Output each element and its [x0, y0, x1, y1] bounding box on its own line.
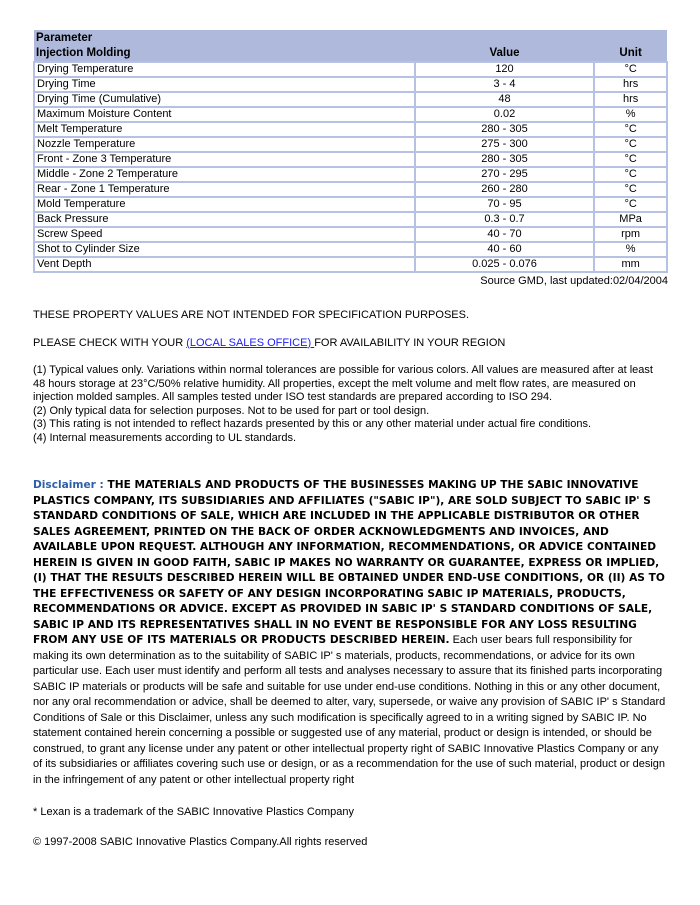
table-row — [34, 242, 667, 257]
parameter-cell: Maximum Moisture Content — [34, 107, 415, 122]
value-cell: 280 - 305 — [415, 152, 594, 167]
disclaimer — [33, 478, 668, 788]
table-row — [34, 62, 667, 77]
value-cell: 270 - 295 — [415, 167, 594, 182]
value-cell: 280 - 305 — [415, 122, 594, 137]
unit-cell: °C — [594, 137, 667, 152]
disclaimer-label: Disclaimer : — [33, 479, 108, 491]
value-cell: 40 - 60 — [415, 242, 594, 257]
parameter-cell: Drying Temperature — [34, 62, 415, 77]
injection-molding-table — [33, 30, 668, 273]
value-cell: 120 — [415, 62, 594, 77]
parameter-cell: Screw Speed — [34, 227, 415, 242]
value-column-header: Value — [415, 46, 594, 62]
table-header-row-2 — [34, 46, 667, 62]
parameter-cell: Nozzle Temperature — [34, 137, 415, 152]
table-row — [34, 92, 667, 107]
disclaimer-caps-text: THE MATERIALS AND PRODUCTS OF THE BUSINESSES MAKING UP THE SABIC INNOVATIVE PLASTICS COMPANY, ITS SUBSIDIARIES AND AFFILIATES ("SABIC IP"), ARE SOLD SUBJECT TO SABIC IP' S STANDARD CONDITIONS OF SALE, WHICH ARE INCLUDED IN THE APPLICABLE DISTRIBUTOR OR OTHER SALES AGREEMENT, PRINTED ON THE BACK OF ORDER ACKNOWLEDGMENTS AND INVOICES, AND AVAILABLE UPON REQUEST. ALTHOUGH ANY INFORMATION, RECOMMENDATIONS, OR ADVICE CONTAINED HEREIN IS GIVEN IN GOOD FAITH, SABIC IP MAKES NO WARRANTY OR GUARANTEE, EXPRESS OR IMPLIED, (I) THAT THE RESULTS DESCRIBED HEREIN WILL BE OBTAINED UNDER END-USE CONDITIONS, OR (II) AS TO THE EFFECTIVENESS OR SAFETY OF ANY DESIGN INCORPORATING SABIC IP MATERIALS, PRODUCTS, RECOMMENDATIONS OR ADVICE. EXCEPT AS PROVIDED IN SABIC IP' S STANDARD CONDITIONS OF SALE, SABIC IP AND ITS REPRESENTATIVES SHALL IN NO EVENT BE RESPONSIBLE FOR ANY LOSS RESULTING FROM ANY USE OF ITS MATERIALS OR PRODUCTS DESCRIBED HEREIN. — [33, 479, 665, 646]
unit-cell: °C — [594, 62, 667, 77]
table-row — [34, 182, 667, 197]
value-cell: 0.025 - 0.076 — [415, 257, 594, 272]
value-cell: 40 - 70 — [415, 227, 594, 242]
local-sales-office-link[interactable]: (LOCAL SALES OFFICE) — [186, 336, 315, 349]
table-row — [34, 152, 667, 167]
parameter-cell: Middle - Zone 2 Temperature — [34, 167, 415, 182]
parameter-cell: Back Pressure — [34, 212, 415, 227]
table-row — [34, 122, 667, 137]
value-cell: 275 - 300 — [415, 137, 594, 152]
unit-cell: hrs — [594, 92, 667, 107]
table-row — [34, 197, 667, 212]
value-cell: 48 — [415, 92, 594, 107]
table-row — [34, 167, 667, 182]
table-row — [34, 77, 667, 92]
unit-cell: % — [594, 107, 667, 122]
value-cell: 0.02 — [415, 107, 594, 122]
unit-cell: rpm — [594, 227, 667, 242]
parameter-cell: Melt Temperature — [34, 122, 415, 137]
unit-column-header: Unit — [594, 46, 667, 62]
unit-cell: °C — [594, 122, 667, 137]
parameter-cell: Front - Zone 3 Temperature — [34, 152, 415, 167]
table-row — [34, 137, 667, 152]
unit-cell: mm — [594, 257, 667, 272]
unit-cell: °C — [594, 167, 667, 182]
unit-cell: % — [594, 242, 667, 257]
table-row — [34, 227, 667, 242]
parameter-cell: Vent Depth — [34, 257, 415, 272]
unit-cell: °C — [594, 197, 667, 212]
section-header-injection-molding: Injection Molding — [34, 46, 415, 62]
availability-notice — [33, 337, 668, 351]
parameter-cell: Mold Temperature — [34, 197, 415, 212]
availability-prefix: PLEASE CHECK WITH YOUR — [33, 336, 187, 349]
unit-cell: °C — [594, 182, 667, 197]
table-row — [34, 212, 667, 227]
footnote-1: (1) Typical values only. Variations within normal tolerances are possible for various colors. All values are measured after at least 48 hours storage at 23°C/50% relative humidity. All properties, except the melt volume and melt flow rates, are measured on injection molded samples. All samples tested under ISO test standards are prepared according to ISO 294. — [33, 364, 653, 403]
availability-suffix: FOR AVAILABILITY IN YOUR REGION — [314, 336, 506, 349]
unit-cell: °C — [594, 152, 667, 167]
unit-cell: MPa — [594, 212, 667, 227]
value-cell: 70 - 95 — [415, 197, 594, 212]
footnotes — [33, 364, 668, 445]
parameter-cell: Shot to Cylinder Size — [34, 242, 415, 257]
table-header-row-1 — [34, 30, 667, 46]
parameter-cell: Rear - Zone 1 Temperature — [34, 182, 415, 197]
parameter-cell: Drying Time — [34, 77, 415, 92]
parameter-header: Parameter — [34, 30, 667, 46]
trademark-note: * Lexan is a trademark of the SABIC Innovative Plastics Company — [33, 806, 354, 818]
disclaimer-body-text: Each user bears full responsibility for making its own determination as to the suitability of SABIC IP' s materials, products, recommendations, or advice for its own particular use. Each user must identify and perform all tests and analyses necessary to assure that its finished parts incorporating SABIC IP materials or products will be safe and suitable for use under end-use conditions. Nothing in this or any other document, nor any oral recommendation or advice, shall be deemed to alter, vary, supersede, or waive any provision of SABIC IP' s Standard Conditions of Sale or this Disclaimer, unless any such modification is specifically agreed to in a writing signed by SABIC IP. No statement contained herein concerning a possible or suggested use of any material, product or design is intended, or should be construed, to grant any license under any patent or other intellectual property right of SABIC Innovative Plastics Company or any of its subsidiaries or affiliates covering such use or design, or as a recommendation for the use of such material, product or design in the infringement of any patent or other intellectual property right — [33, 634, 666, 786]
value-cell: 260 - 280 — [415, 182, 594, 197]
table-row — [34, 107, 667, 122]
table-row — [34, 257, 667, 272]
specification-notice: THESE PROPERTY VALUES ARE NOT INTENDED FOR SPECIFICATION PURPOSES. — [33, 309, 470, 321]
footnote-4: (4) Internal measurements according to UL standards. — [33, 431, 297, 444]
value-cell: 3 - 4 — [415, 77, 594, 92]
footnote-3: (3) This rating is not intended to reflect hazards presented by this or any other material under actual fire conditions. — [33, 418, 592, 430]
footnote-2: (2) Only typical data for selection purposes. Not to be used for part or tool design. — [33, 404, 430, 417]
source-note: Source GMD, last updated:02/04/2004 — [480, 275, 668, 287]
copyright-notice: © 1997-2008 SABIC Innovative Plastics Company.All rights reserved — [33, 835, 368, 848]
value-cell: 0.3 - 0.7 — [415, 212, 594, 227]
datasheet-page — [33, 30, 668, 849]
parameter-cell: Drying Time (Cumulative) — [34, 92, 415, 107]
unit-cell: hrs — [594, 77, 667, 92]
